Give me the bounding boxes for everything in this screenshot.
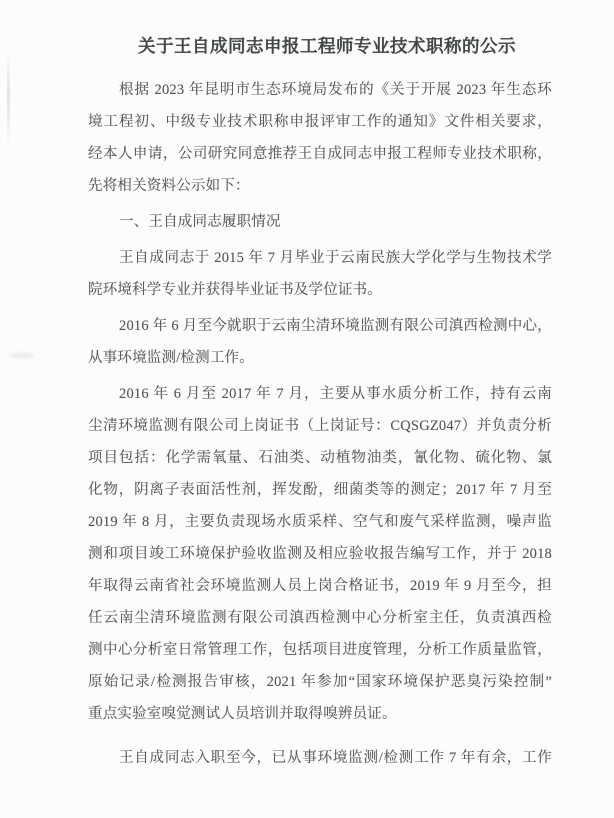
text-line: 经本人申请，公司研究同意推荐王自成同志申报工程师专业技术职称， xyxy=(88,146,552,162)
scan-artifact-streak xyxy=(7,52,10,148)
text-line: 王自成同志于 2015 年 7 月毕业于云南民族大学化学与生物技术学 xyxy=(119,250,552,266)
text-line: 根据 2023 年昆明市生态环境局发布的《关于开展 2023 年生态环 xyxy=(119,82,552,98)
text-line: 原始记录/检测报告审核，2021 年参加“国家环境保护恶臭污染控制” xyxy=(88,674,552,690)
paragraph-work-history xyxy=(88,378,552,730)
paragraph-employment xyxy=(88,310,552,374)
document-title: 关于王自成同志申报工程师专业技术职称的公示 xyxy=(138,36,516,56)
paragraph-section-1-heading xyxy=(88,206,552,238)
text-line: 测和项目竣工环境保护验收监测及相应验收报告编写工作，并于 2018 xyxy=(88,546,552,562)
paragraph-education xyxy=(88,242,552,306)
text-line: 任云南尘清环境监测有限公司滇西检测中心分析室主任，负责滇西检 xyxy=(88,610,552,626)
text-line: 2016 年 6 月至 2017 年 7 月，主要从事水质分析工作，持有云南 xyxy=(119,386,552,402)
text-line: 年取得云南省社会环境监测人员上岗合格证书，2019 年 9 月至今，担 xyxy=(88,578,552,594)
scan-artifact-smudge xyxy=(10,352,34,359)
text-line: 从事环境监测/检测工作。 xyxy=(88,350,254,366)
text-line: 2016 年 6 月至今就职于云南尘清环境监测有限公司滇西检测中心， xyxy=(119,318,552,334)
text-line: 一、王自成同志履职情况 xyxy=(119,214,281,230)
text-line: 测中心分析室日常管理工作，包括项目进度管理，分析工作质量监管， xyxy=(88,642,552,658)
text-line: 2019 年 8 月，主要负责现场水质采样、空气和废气采样监测，噪声监 xyxy=(88,514,552,530)
text-line: 境工程初、中级专业技术职称申报评审工作的通知》文件相关要求， xyxy=(88,114,552,130)
text-line: 院环境科学专业并获得毕业证书及学位证书。 xyxy=(88,282,382,298)
paragraph-intro xyxy=(88,74,552,202)
text-line: 项目包括：化学需氧量、石油类、动植物油类，氰化物、硫化物、氯 xyxy=(88,450,552,466)
text-line: 尘清环境监测有限公司上岗证书（上岗证号：CQSGZ047）并负责分析 xyxy=(88,418,552,434)
paragraph-summary xyxy=(88,742,552,774)
text-line: 王自成同志入职至今，已从事环境监测/检测工作 7 年有余，工作 xyxy=(119,750,552,766)
text-line: 化物，阴离子表面活性剂，挥发酚，细菌类等的测定；2017 年 7 月至 xyxy=(88,482,552,498)
paragraphs-container xyxy=(88,74,552,774)
text-line: 重点实验室嗅觉测试人员培训并取得嗅辨员证。 xyxy=(88,706,397,722)
document-body xyxy=(88,33,552,778)
text-line: 先将相关资料公示如下： xyxy=(88,178,250,194)
